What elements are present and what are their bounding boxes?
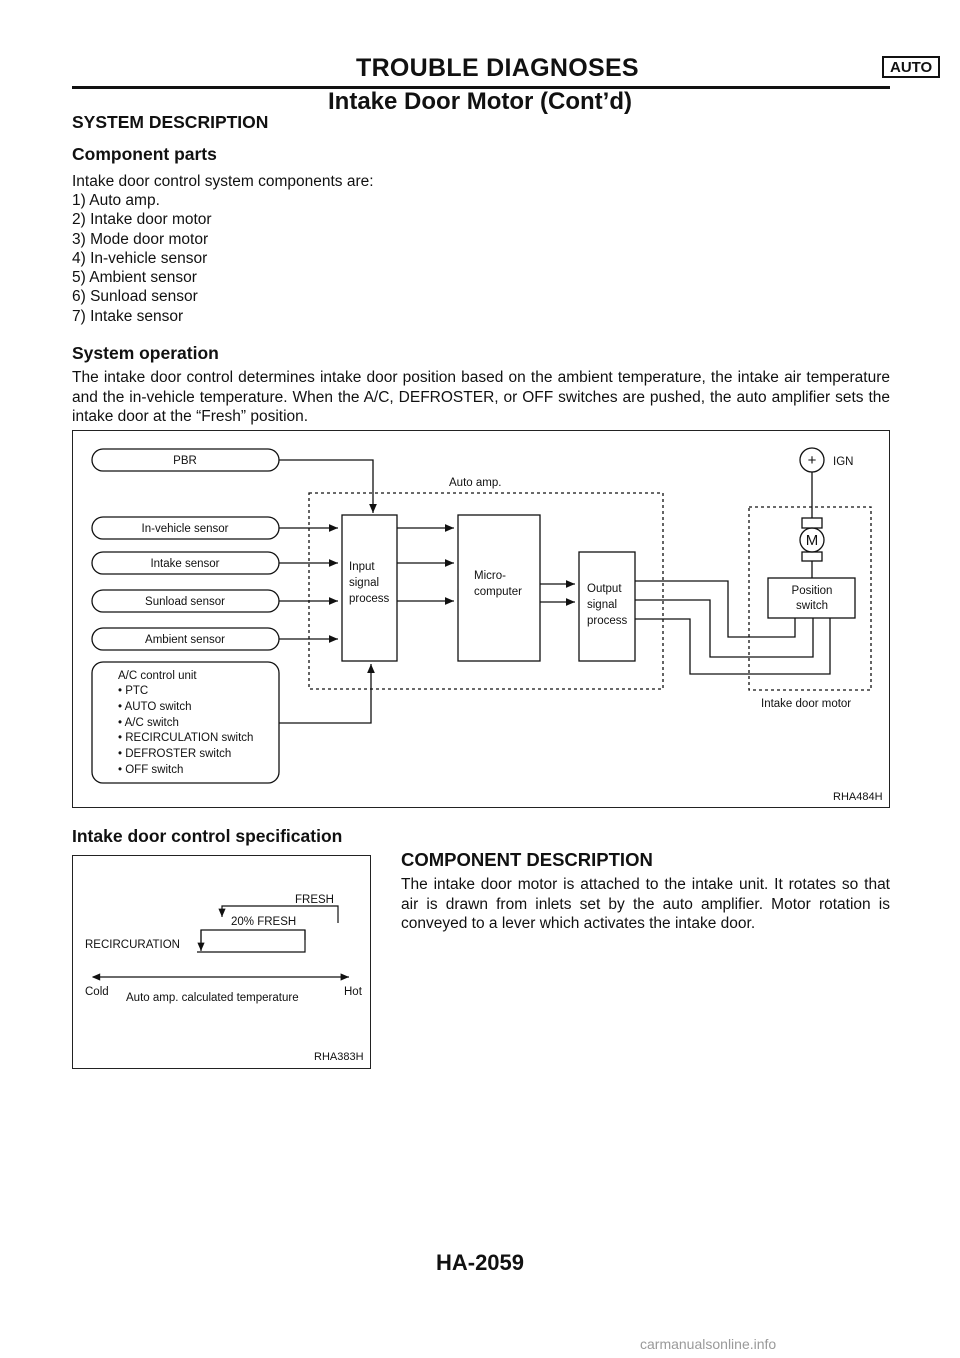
position-switch-line: Position <box>791 585 833 597</box>
micro-block-line: computer <box>474 586 522 598</box>
figure-id: RHA484H <box>833 791 883 803</box>
block-diagram <box>73 431 891 809</box>
ac-unit-item: • PTC <box>118 685 149 697</box>
system-operation-text: The intake door control determines intake door position based on the ambient temperature, the intake air temperature and the in-vehicle temperature. When the A/C, DEFROSTER, or OFF switches are pushed, the auto amplifier sets the intake door at the “Fresh” position. <box>72 369 890 425</box>
spec-heading: Intake door control specification <box>72 826 343 846</box>
system-description-heading: SYSTEM DESCRIPTION <box>72 112 269 132</box>
ac-unit-item: • A/C switch <box>118 717 179 729</box>
recirc-label: RECIRCURATION <box>85 939 180 951</box>
ac-unit-item: • AUTO switch <box>118 701 192 713</box>
page-subtitle: Intake Door Motor (Cont’d) <box>328 88 632 115</box>
components-intro: Intake door control system components are: <box>72 173 374 190</box>
input-block-line: Input <box>349 561 375 573</box>
pbr-label: PBR <box>173 455 197 467</box>
motor-symbol: M <box>805 532 819 549</box>
hot-label: Hot <box>344 986 362 998</box>
page-number: HA-2059 <box>435 1250 525 1275</box>
component-description-heading: COMPONENT DESCRIPTION <box>401 849 653 870</box>
page-header <box>72 52 933 86</box>
list-item: 1) Auto amp. <box>72 192 160 209</box>
list-item: 2) Intake door motor <box>72 211 212 229</box>
motor-bottom-tab <box>802 552 822 561</box>
input-block-line: signal <box>349 577 380 589</box>
block-diagram-figure <box>72 430 890 808</box>
list-item: 3) Mode door motor <box>72 230 209 248</box>
page-title: TROUBLE DIAGNOSES <box>356 54 639 82</box>
axis-label: Auto amp. calculated temperature <box>126 992 299 1004</box>
list-item: 4) In-vehicle sensor <box>72 249 208 267</box>
component-parts-heading: Component parts <box>72 144 217 164</box>
figure-id: RHA383H <box>314 1051 364 1063</box>
motor-top-tab <box>802 518 822 528</box>
micro-block-line: Micro- <box>474 570 506 582</box>
position-switch-block <box>768 578 855 618</box>
list-item: 7) Intake sensor <box>72 307 184 325</box>
fresh-label: FRESH <box>295 894 334 906</box>
twenty-fresh-label: 20% FRESH <box>231 916 297 928</box>
input-block-line: process <box>349 593 390 605</box>
spec-diagram <box>73 856 372 1070</box>
ac-unit-item: • OFF switch <box>118 764 184 776</box>
ign-label: IGN <box>833 456 854 468</box>
component-description-text: The intake door motor is attached to the intake unit. It rotates so that air is drawn from inlets set by the auto amplifier. Motor rotation is conveyed to a lever which activates the intake door. <box>401 876 890 932</box>
auto-amp-label: Auto amp. <box>449 477 502 489</box>
sunload-label: Sunload sensor <box>145 596 225 608</box>
ac-unit-title: A/C control unit <box>118 670 197 682</box>
intake-sensor-label: Intake sensor <box>150 558 220 570</box>
component-list <box>72 191 212 326</box>
output-block-line: Output <box>587 583 622 595</box>
output-block-line: signal <box>587 599 618 611</box>
ambient-label: Ambient sensor <box>145 634 225 646</box>
watermark: carmanualsonline.info <box>640 1336 777 1352</box>
spec-figure <box>72 855 371 1069</box>
list-item: 6) Sunload sensor <box>72 288 198 306</box>
ac-unit-item: • RECIRCULATION switch <box>118 732 254 744</box>
plus-symbol: + <box>807 452 817 469</box>
position-switch-line: switch <box>796 600 828 612</box>
system-operation-heading: System operation <box>72 343 219 363</box>
in-vehicle-label: In-vehicle sensor <box>141 523 229 535</box>
list-item: 5) Ambient sensor <box>72 269 197 287</box>
intake-door-motor-label: Intake door motor <box>761 698 852 710</box>
auto-badge: AUTO <box>882 56 940 78</box>
output-block-line: process <box>587 615 628 627</box>
ac-unit-item: • DEFROSTER switch <box>118 748 232 760</box>
cold-label: Cold <box>85 986 109 998</box>
